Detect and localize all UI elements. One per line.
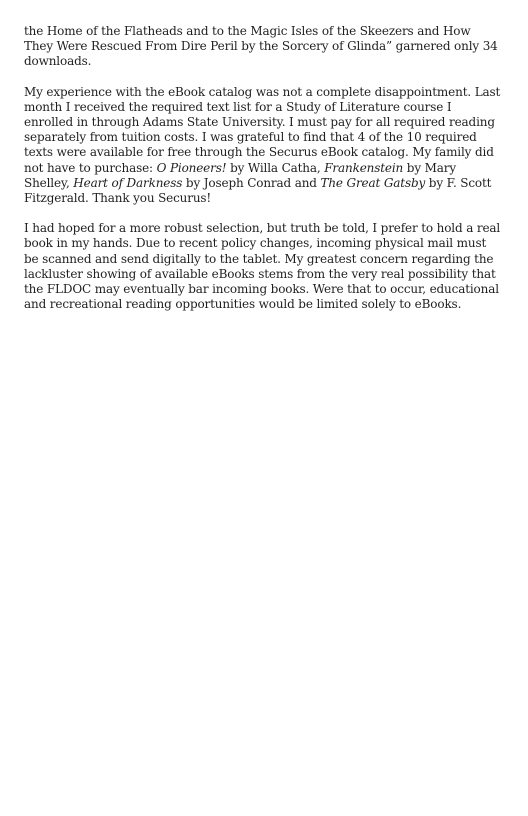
paragraph-1-text: the Home of the Flatheads and to the Magic Isles of the Skeezers and How They Were Rescued From Dire Peril by the Sorcery of Glinda” garnered only 34 downloads. (24, 24, 498, 69)
author-mary-shelley: by Mary Shelley, (24, 160, 456, 190)
paragraph-continued (24, 24, 502, 70)
book-title-o-pioneers: O Pioneers! (156, 160, 227, 175)
author-fitzgerald-thanks: by F. Scott Fitzgerald. Thank you Securus! (24, 175, 492, 206)
paragraph-3-text: I had hoped for a more robust selection, but truth be told, I prefer to hold a real book in my hands. Due to recent policy changes, incoming physical mail must be scanned and send digitally to the tablet. My greatest concern regarding the lackluster showing of available eBooks stems from the very real possibility that the FLDOC may eventually bar incoming books. Were that to occur, educational and recreational reading opportunities would be limited solely to eBooks. (24, 221, 501, 312)
book-title-heart-of-darkness: Heart of Darkness (73, 175, 183, 190)
book-title-great-gatsby: The Great Gatsby (320, 175, 426, 190)
author-joseph-conrad: by Joseph Conrad and (182, 175, 321, 190)
paragraph-2-intro: My experience with the eBook catalog was not a complete disappointment. Last month I received the required text list for a Study of Literature course I enrolled in through Adams State University. I must pay for all required reading separately from tuition costs. I was grateful to find that 4 of the 10 required texts were available for free through the Securus eBook catalog. My family did not have to purchase: (24, 84, 501, 175)
paragraph-concerns (24, 221, 502, 312)
paragraph-ebook-experience (24, 85, 502, 207)
document-page (24, 24, 502, 327)
author-willa-catha: by Willa Catha, (226, 160, 325, 175)
book-title-frankenstein: Frankenstein (324, 160, 404, 175)
